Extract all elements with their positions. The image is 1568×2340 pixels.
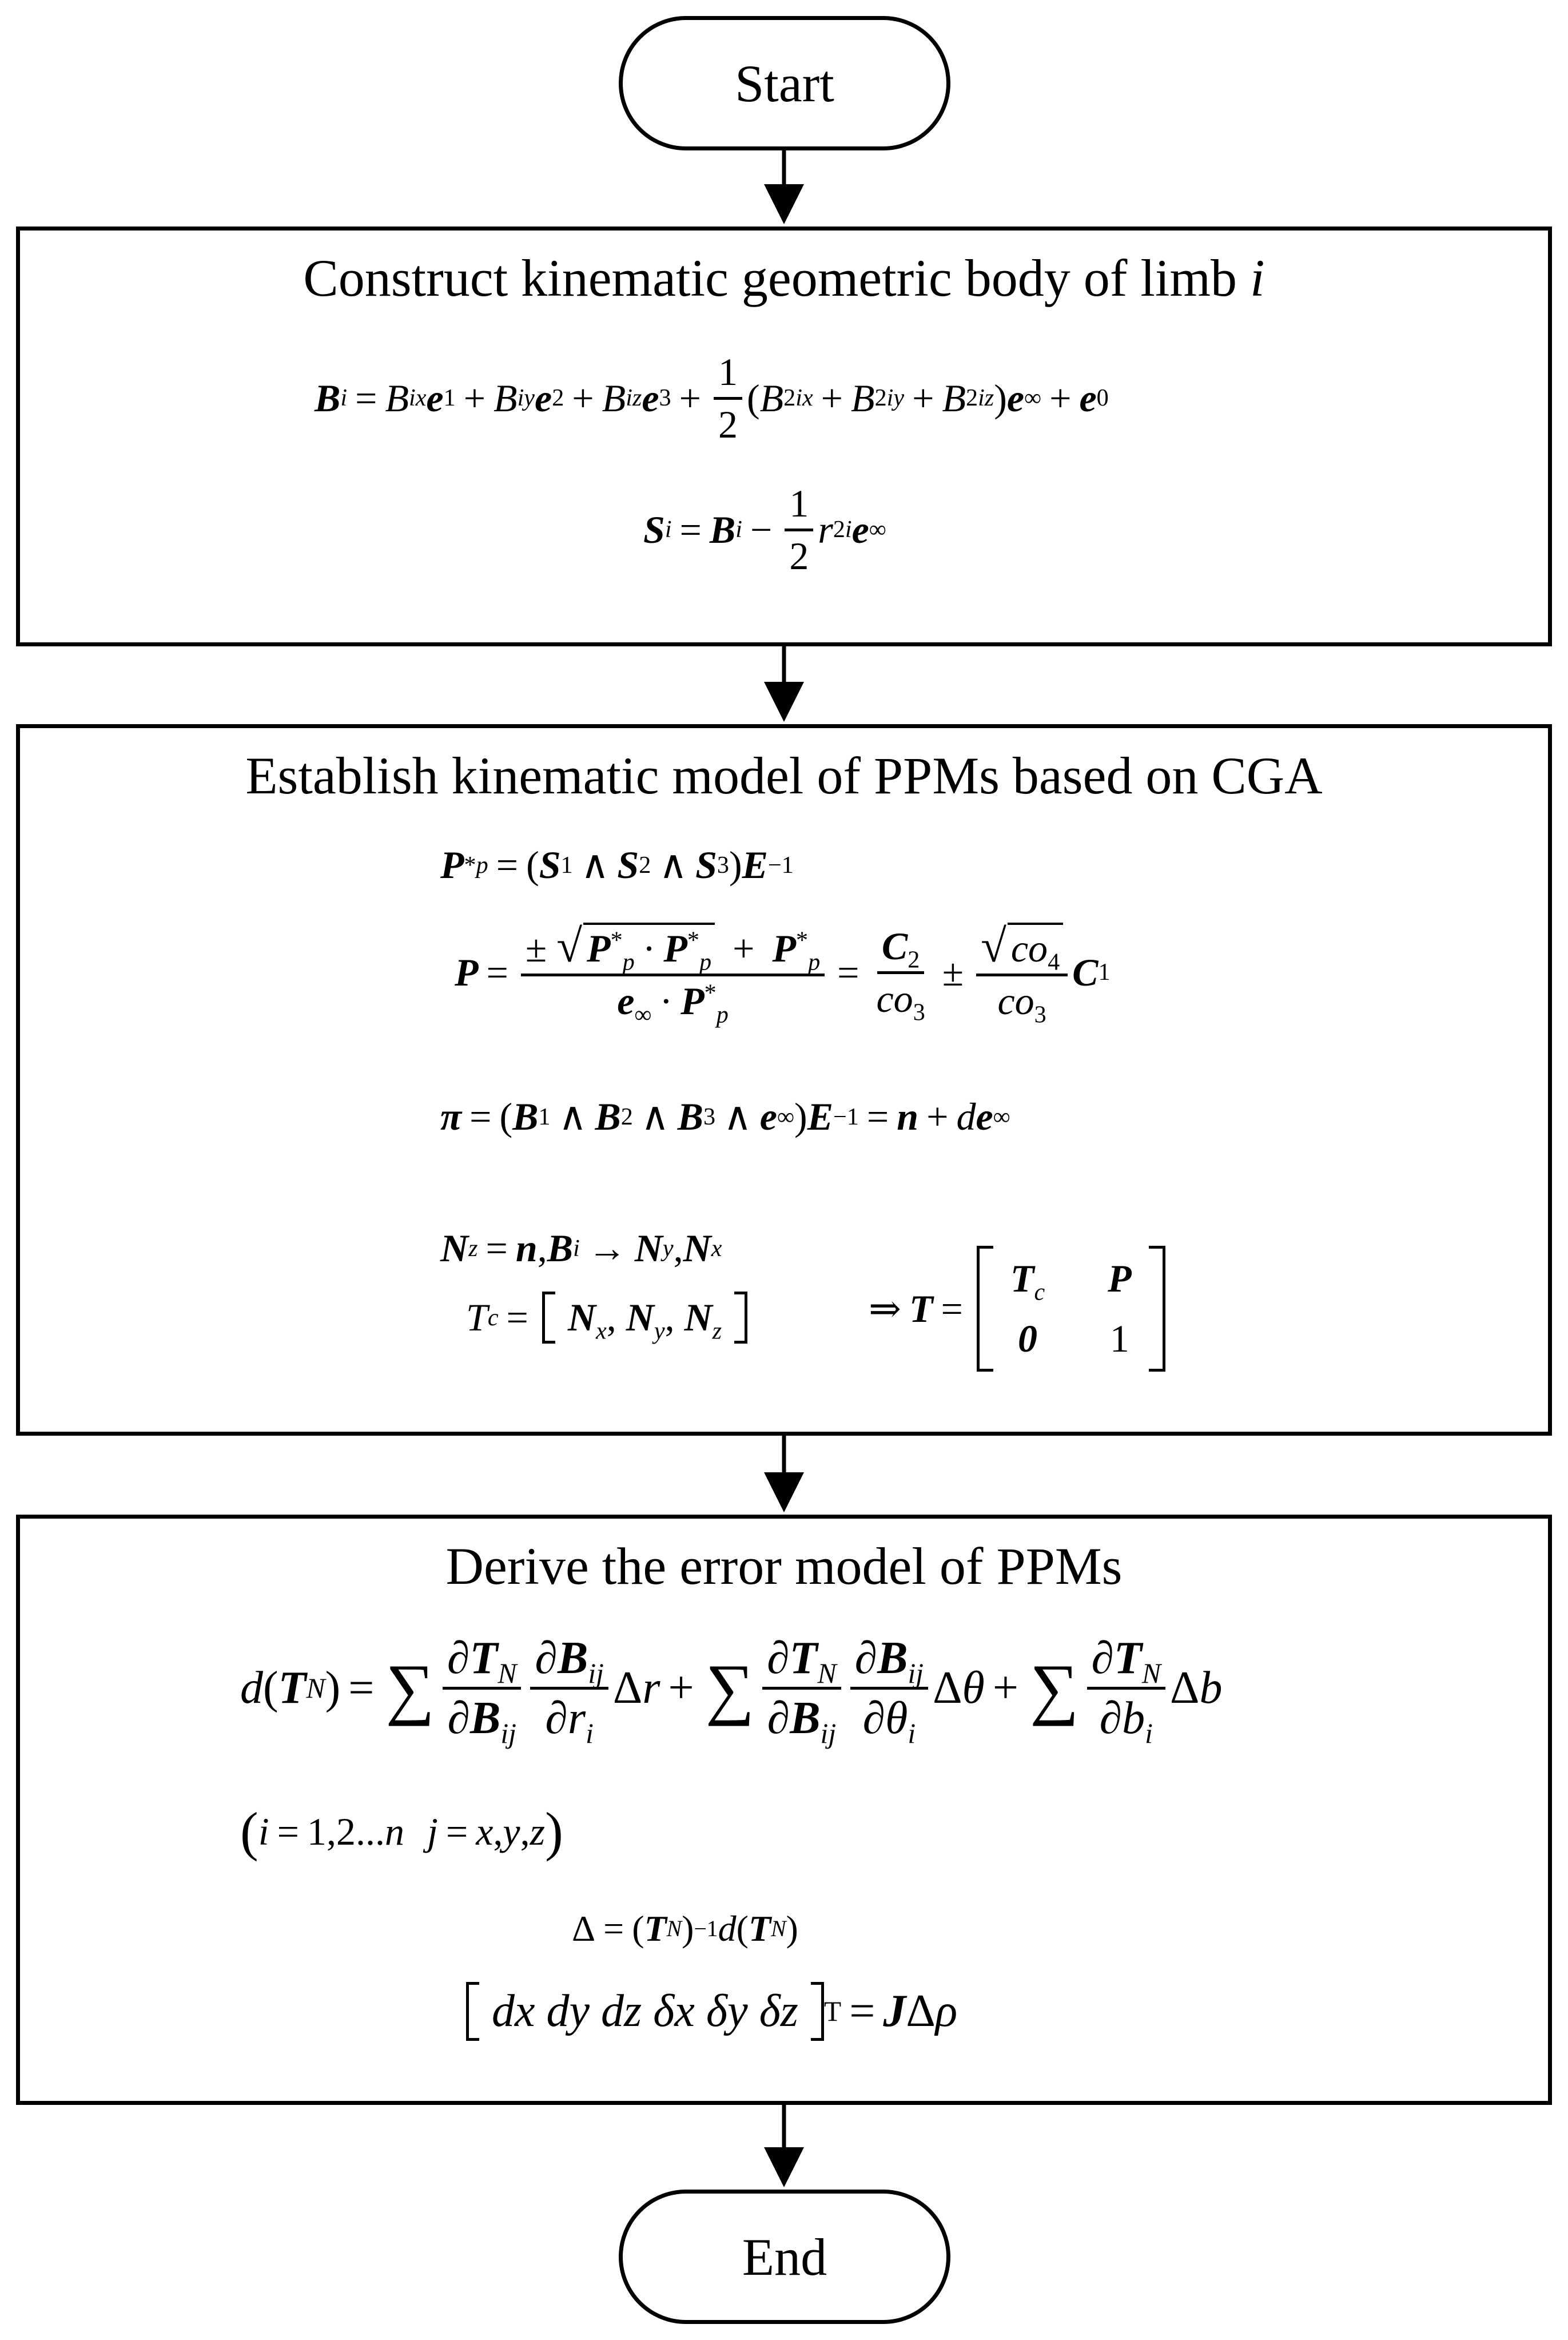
step2-title: Establish kinematic model of PPMs based on CGA [245,746,1323,805]
equation-pi: π = ( B 1 ∧ B 2 ∧ B 3 ∧ e ∞ ) E −1 = n + d e ∞ [440,1095,1010,1138]
end-terminal [619,2190,950,2324]
equation-T-matrix: ⇒ T = $T_c$ P 0 1 [861,1246,1165,1372]
step-establish-kinematic-model [16,724,1552,1436]
equation-jacobian: dx dy dz δx δy δz T = J Δ ρ [460,1982,957,2041]
equation-d-T-N: d ( T N ) = ∑ $\frac{\partial T_N}{\partial B_{ij}}$ $\frac{\partial B_{ij}}{\partial r_i}$ Δ r + ∑ $\frac{\partial T_N}{\partial B_{ij}}$ $\frac{\partial B_{ij}}{\partial\theta_i}$ Δ θ + ∑ $\frac{\partial T_N}{\partial b_i}$ Δ b [240,1633,1223,1749]
equation-S-i: S i = B i − $\frac{1}{2}$ r 2 i e ∞ [643,482,886,578]
start-terminal [619,16,950,150]
step3-title: Derive the error model of PPMs [445,1537,1123,1595]
equation-index-range: ( i = 1,2... n j = x , y , z ) [240,1801,563,1862]
equation-Delta: Δ = ( T N ) −1 d ( T N ) [572,1908,798,1949]
step-construct-geometric-body [16,227,1552,646]
start-label: Start [735,54,834,113]
step1-title: Construct kinematic geometric body of limb i [303,249,1265,307]
step-derive-error-model [16,1515,1552,2105]
equation-N-z: N z = n , B i → N y , N x [440,1226,722,1270]
equation-P: P = ± √ $P^*_p \cdot P^*_p$ + $P^*_p$ $e_\infty \cdot P^*_p$ = $\frac{C_2}{co_3}$ ± √ $co_4$ $co_3$ C 1 [455,920,1111,1028]
equation-P-p-star: P * p = ( S 1 ∧ S 2 ∧ S 3 ) E −1 [440,843,794,887]
end-label: End [742,2227,827,2286]
equation-B-i: B i = B ix e 1 + B iy e 2 + B iz e 3 + $\frac{1}{2}$ ( B 2 ix + B 2 iy + B 2 iz ) e ∞ + e 0 [315,350,1109,446]
equation-T-c: T c = $N_x$, $N_y$, $N_z$ [466,1292,747,1344]
